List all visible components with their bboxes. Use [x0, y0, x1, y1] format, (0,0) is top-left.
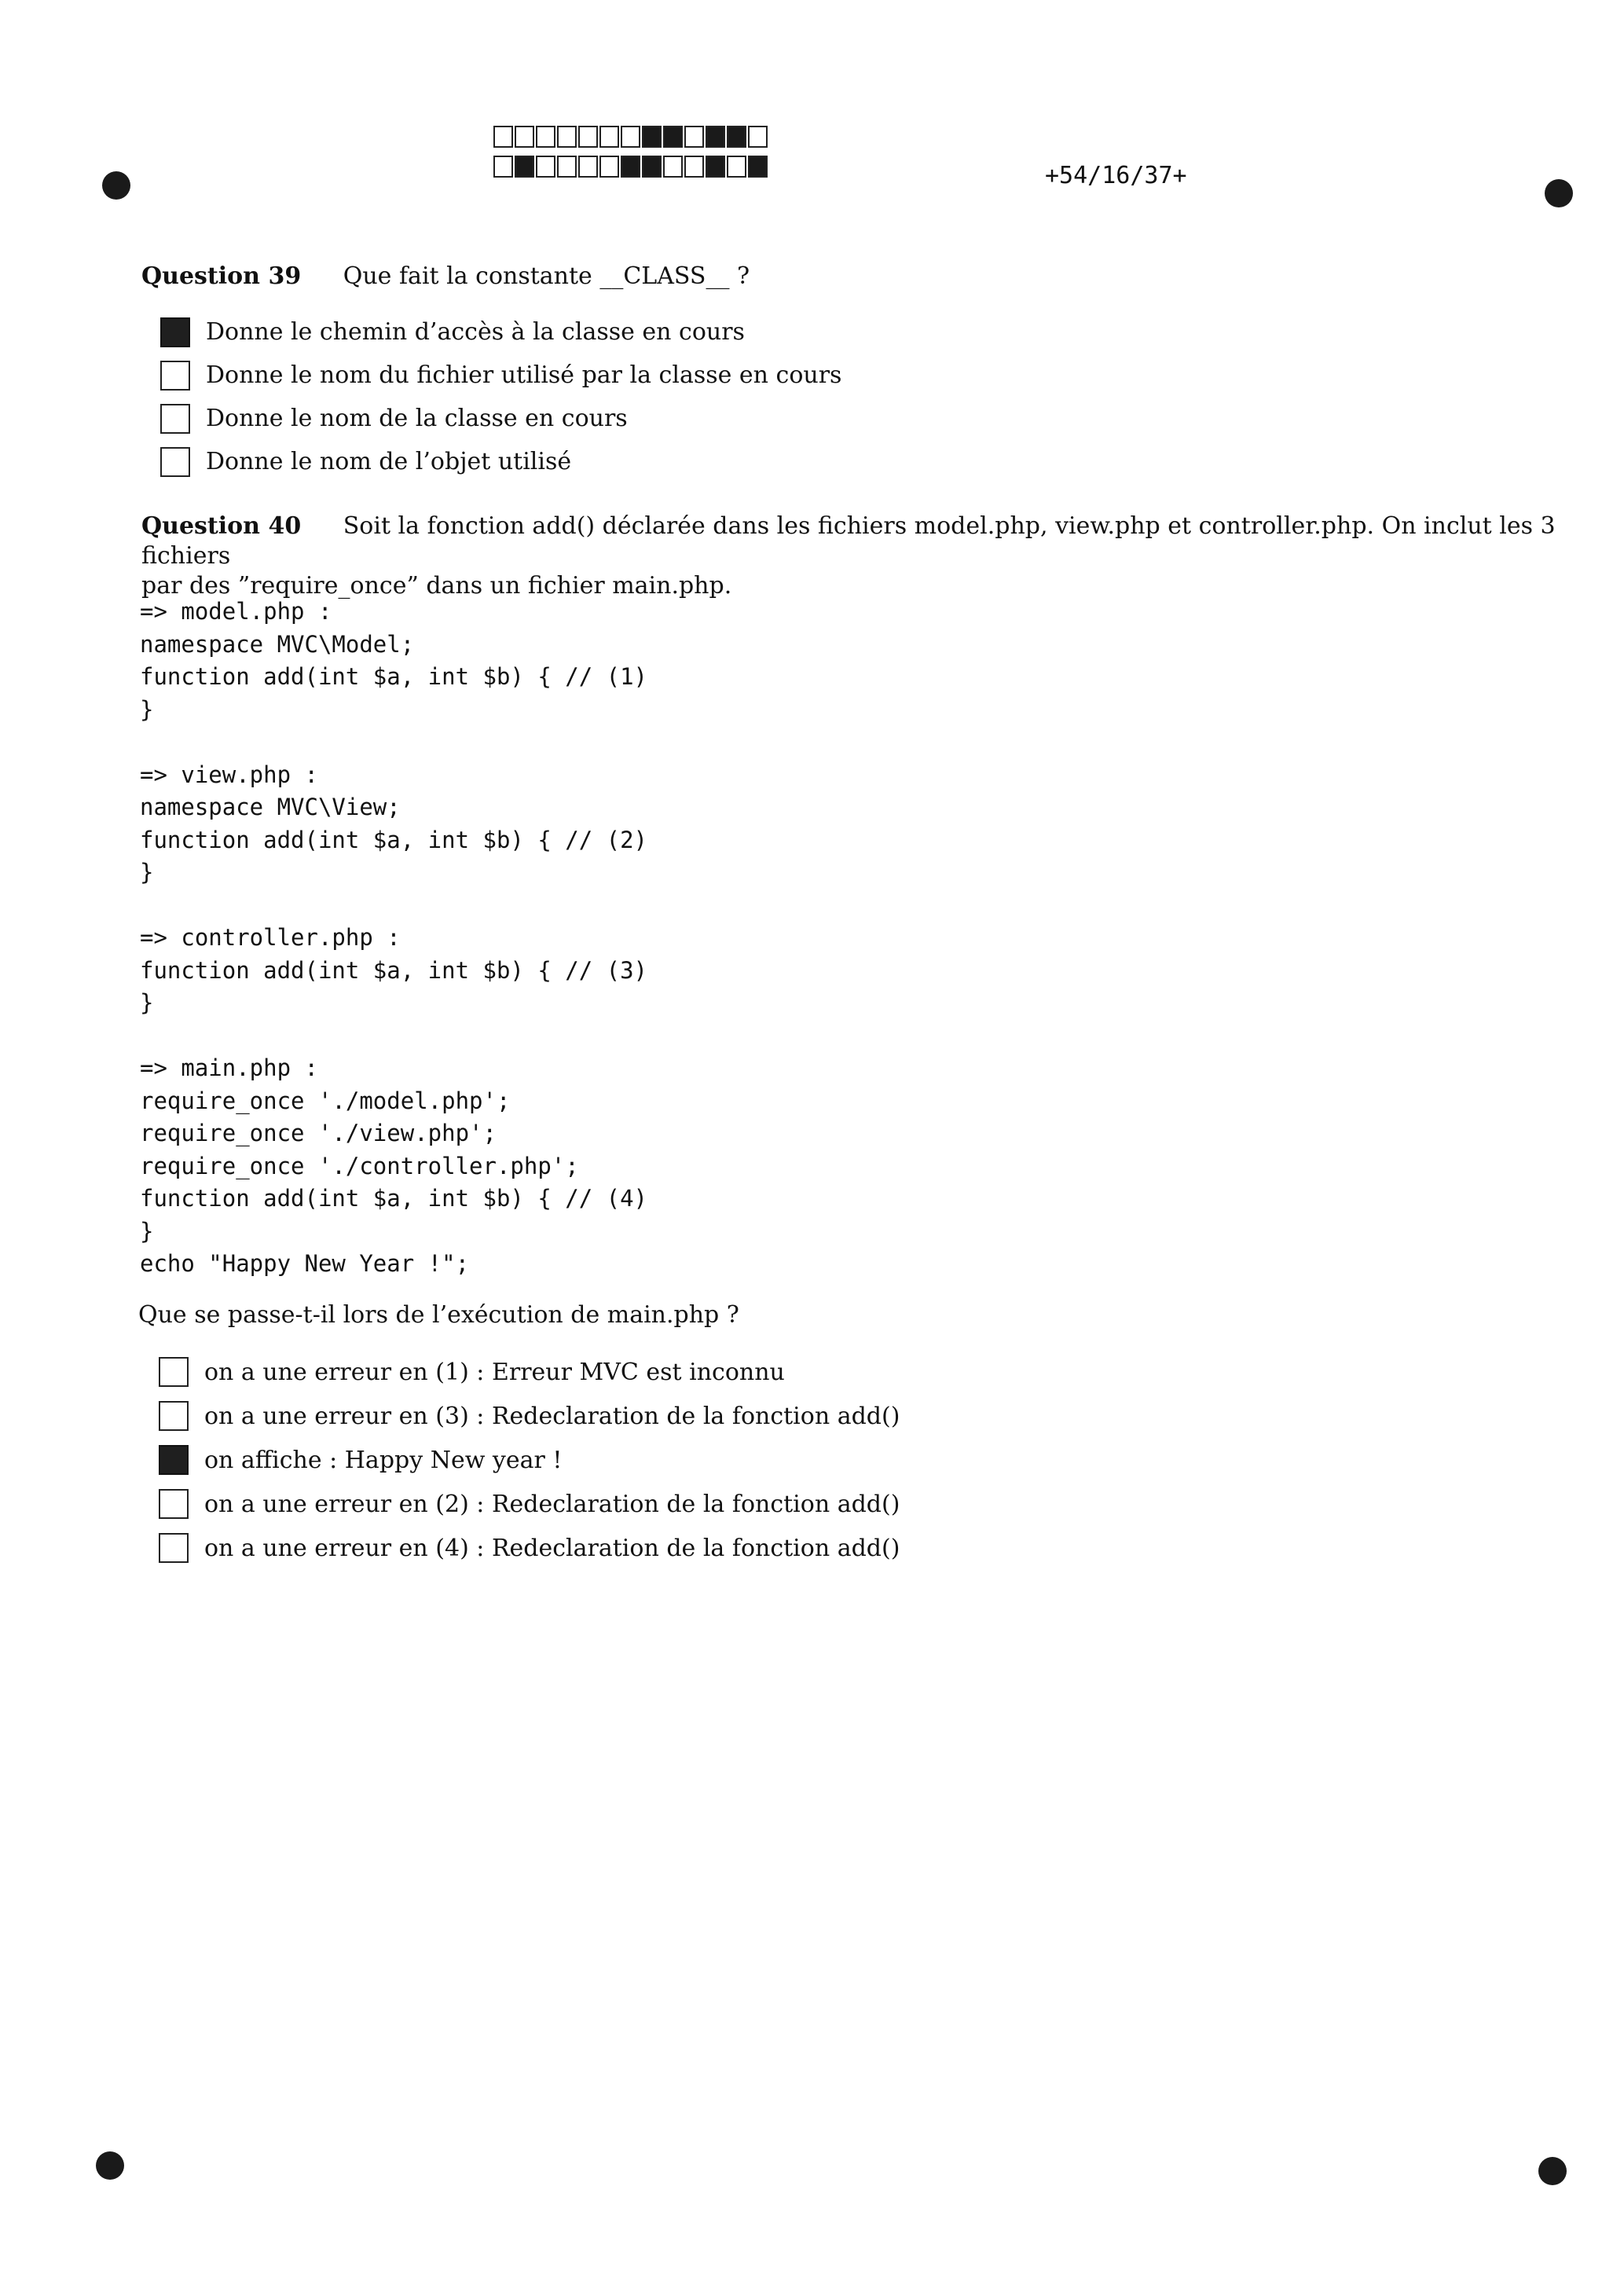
code-line: => view.php : — [140, 761, 318, 788]
barcode-cell — [515, 126, 534, 148]
question-text: Soit la fonction add() déclarée dans les fichiers model.php, view.php et controller.php. On inclut les 3 fichiers — [141, 512, 1556, 570]
page-code: +54/16/37+ — [1045, 162, 1187, 189]
q40-answer-1[interactable] — [159, 1350, 900, 1394]
code-line: namespace MVC\View; — [140, 794, 401, 820]
question-label: Question 39 — [141, 262, 302, 290]
registration-mark-top-right — [1545, 179, 1573, 207]
question-40-answers — [159, 1350, 900, 1570]
q39-answer-1[interactable] — [160, 310, 841, 354]
checkbox[interactable] — [159, 1533, 189, 1563]
barcode-cell — [599, 126, 619, 148]
registration-mark-bottom-left — [96, 2151, 124, 2180]
barcode-cell — [748, 156, 768, 178]
barcode-cell — [557, 156, 577, 178]
code-line — [140, 889, 647, 922]
question-39 — [141, 262, 750, 292]
checkbox[interactable] — [159, 1489, 189, 1519]
question-40-prompt: Que se passe-t-il lors de l’exécution de main.php ? — [138, 1301, 739, 1329]
barcode-cell — [748, 126, 768, 148]
code-line: require_once './controller.php'; — [140, 1152, 579, 1179]
barcode-cell — [536, 126, 555, 148]
q40-answer-4[interactable] — [159, 1482, 900, 1526]
q40-answer-2[interactable] — [159, 1394, 900, 1438]
question-text: Que fait la constante __CLASS__ ? — [343, 262, 750, 290]
answer-text: Donne le nom de la classe en cours — [206, 405, 628, 432]
answer-text: on a une erreur en (3) : Redeclaration de la fonction add() — [204, 1402, 900, 1430]
barcode-cell — [493, 126, 513, 148]
checkbox[interactable] — [159, 1357, 189, 1387]
barcode-cell — [706, 156, 725, 178]
answer-text: on affiche : Happy New year ! — [204, 1446, 563, 1474]
code-line: echo "Happy New Year !"; — [140, 1250, 470, 1277]
q40-answer-5[interactable] — [159, 1526, 900, 1570]
code-listing — [140, 596, 647, 1281]
barcode-cell — [727, 126, 746, 148]
q39-answer-3[interactable] — [160, 397, 841, 440]
code-line: => model.php : — [140, 598, 332, 625]
barcode-cell — [578, 156, 598, 178]
barcode-cell — [493, 156, 513, 178]
q39-answer-4[interactable] — [160, 440, 841, 483]
barcode-cell — [536, 156, 555, 178]
registration-mark-bottom-right — [1538, 2157, 1567, 2185]
answer-text: on a une erreur en (2) : Redeclaration de la fonction add() — [204, 1490, 900, 1518]
barcode-row — [493, 156, 769, 179]
code-line: function add(int $a, int $b) { // (2) — [140, 826, 648, 853]
checkbox[interactable] — [160, 447, 190, 477]
code-line: => main.php : — [140, 1054, 318, 1081]
barcode-cell — [684, 126, 704, 148]
answer-text: Donne le chemin d’accès à la classe en cours — [206, 318, 745, 346]
checked-checkbox[interactable] — [160, 317, 190, 347]
answer-text: Donne le nom du fichier utilisé par la classe en cours — [206, 361, 842, 389]
barcode-cell — [621, 126, 640, 148]
code-line — [140, 1020, 647, 1053]
question-label: Question 40 — [141, 512, 302, 540]
q39-answer-2[interactable] — [160, 354, 841, 397]
checkbox[interactable] — [160, 361, 190, 391]
q40-answer-3[interactable] — [159, 1438, 900, 1482]
code-line — [140, 726, 647, 759]
checked-checkbox[interactable] — [159, 1445, 189, 1475]
barcode-cell — [706, 126, 725, 148]
code-line: function add(int $a, int $b) { // (3) — [140, 956, 648, 984]
barcode-cell — [557, 126, 577, 148]
barcode-cell — [578, 126, 598, 148]
barcode-cell — [663, 126, 683, 148]
barcode-cell — [515, 156, 534, 178]
code-line: require_once './model.php'; — [140, 1087, 511, 1114]
code-line: function add(int $a, int $b) { // (1) — [140, 663, 648, 690]
answer-text: on a une erreur en (4) : Redeclaration de la fonction add() — [204, 1534, 900, 1562]
code-line: } — [140, 989, 154, 1016]
code-line: } — [140, 859, 154, 886]
barcode-cell — [621, 156, 640, 178]
barcode-cell — [727, 156, 746, 178]
code-line: namespace MVC\Model; — [140, 630, 415, 658]
barcode-cell — [663, 156, 683, 178]
page-barcode — [493, 126, 769, 185]
barcode-cell — [642, 156, 662, 178]
checkbox[interactable] — [160, 404, 190, 434]
code-line: => controller.php : — [140, 924, 401, 951]
code-line: } — [140, 1217, 154, 1245]
registration-mark-top-left — [102, 171, 130, 200]
answer-text: on a une erreur en (1) : Erreur MVC est inconnu — [204, 1358, 785, 1386]
barcode-row — [493, 126, 769, 149]
answer-text: Donne le nom de l’objet utilisé — [206, 448, 572, 475]
barcode-cell — [642, 126, 662, 148]
code-line: function add(int $a, int $b) { // (4) — [140, 1185, 648, 1212]
code-line: } — [140, 695, 154, 723]
checkbox[interactable] — [159, 1401, 189, 1431]
question-40 — [141, 512, 1556, 601]
barcode-cell — [599, 156, 619, 178]
question-text-line2: par des ”require_once” dans un fichier main.php. — [141, 572, 732, 600]
barcode-cell — [684, 156, 704, 178]
question-39-answers — [160, 310, 841, 483]
code-line: require_once './view.php'; — [140, 1120, 497, 1146]
